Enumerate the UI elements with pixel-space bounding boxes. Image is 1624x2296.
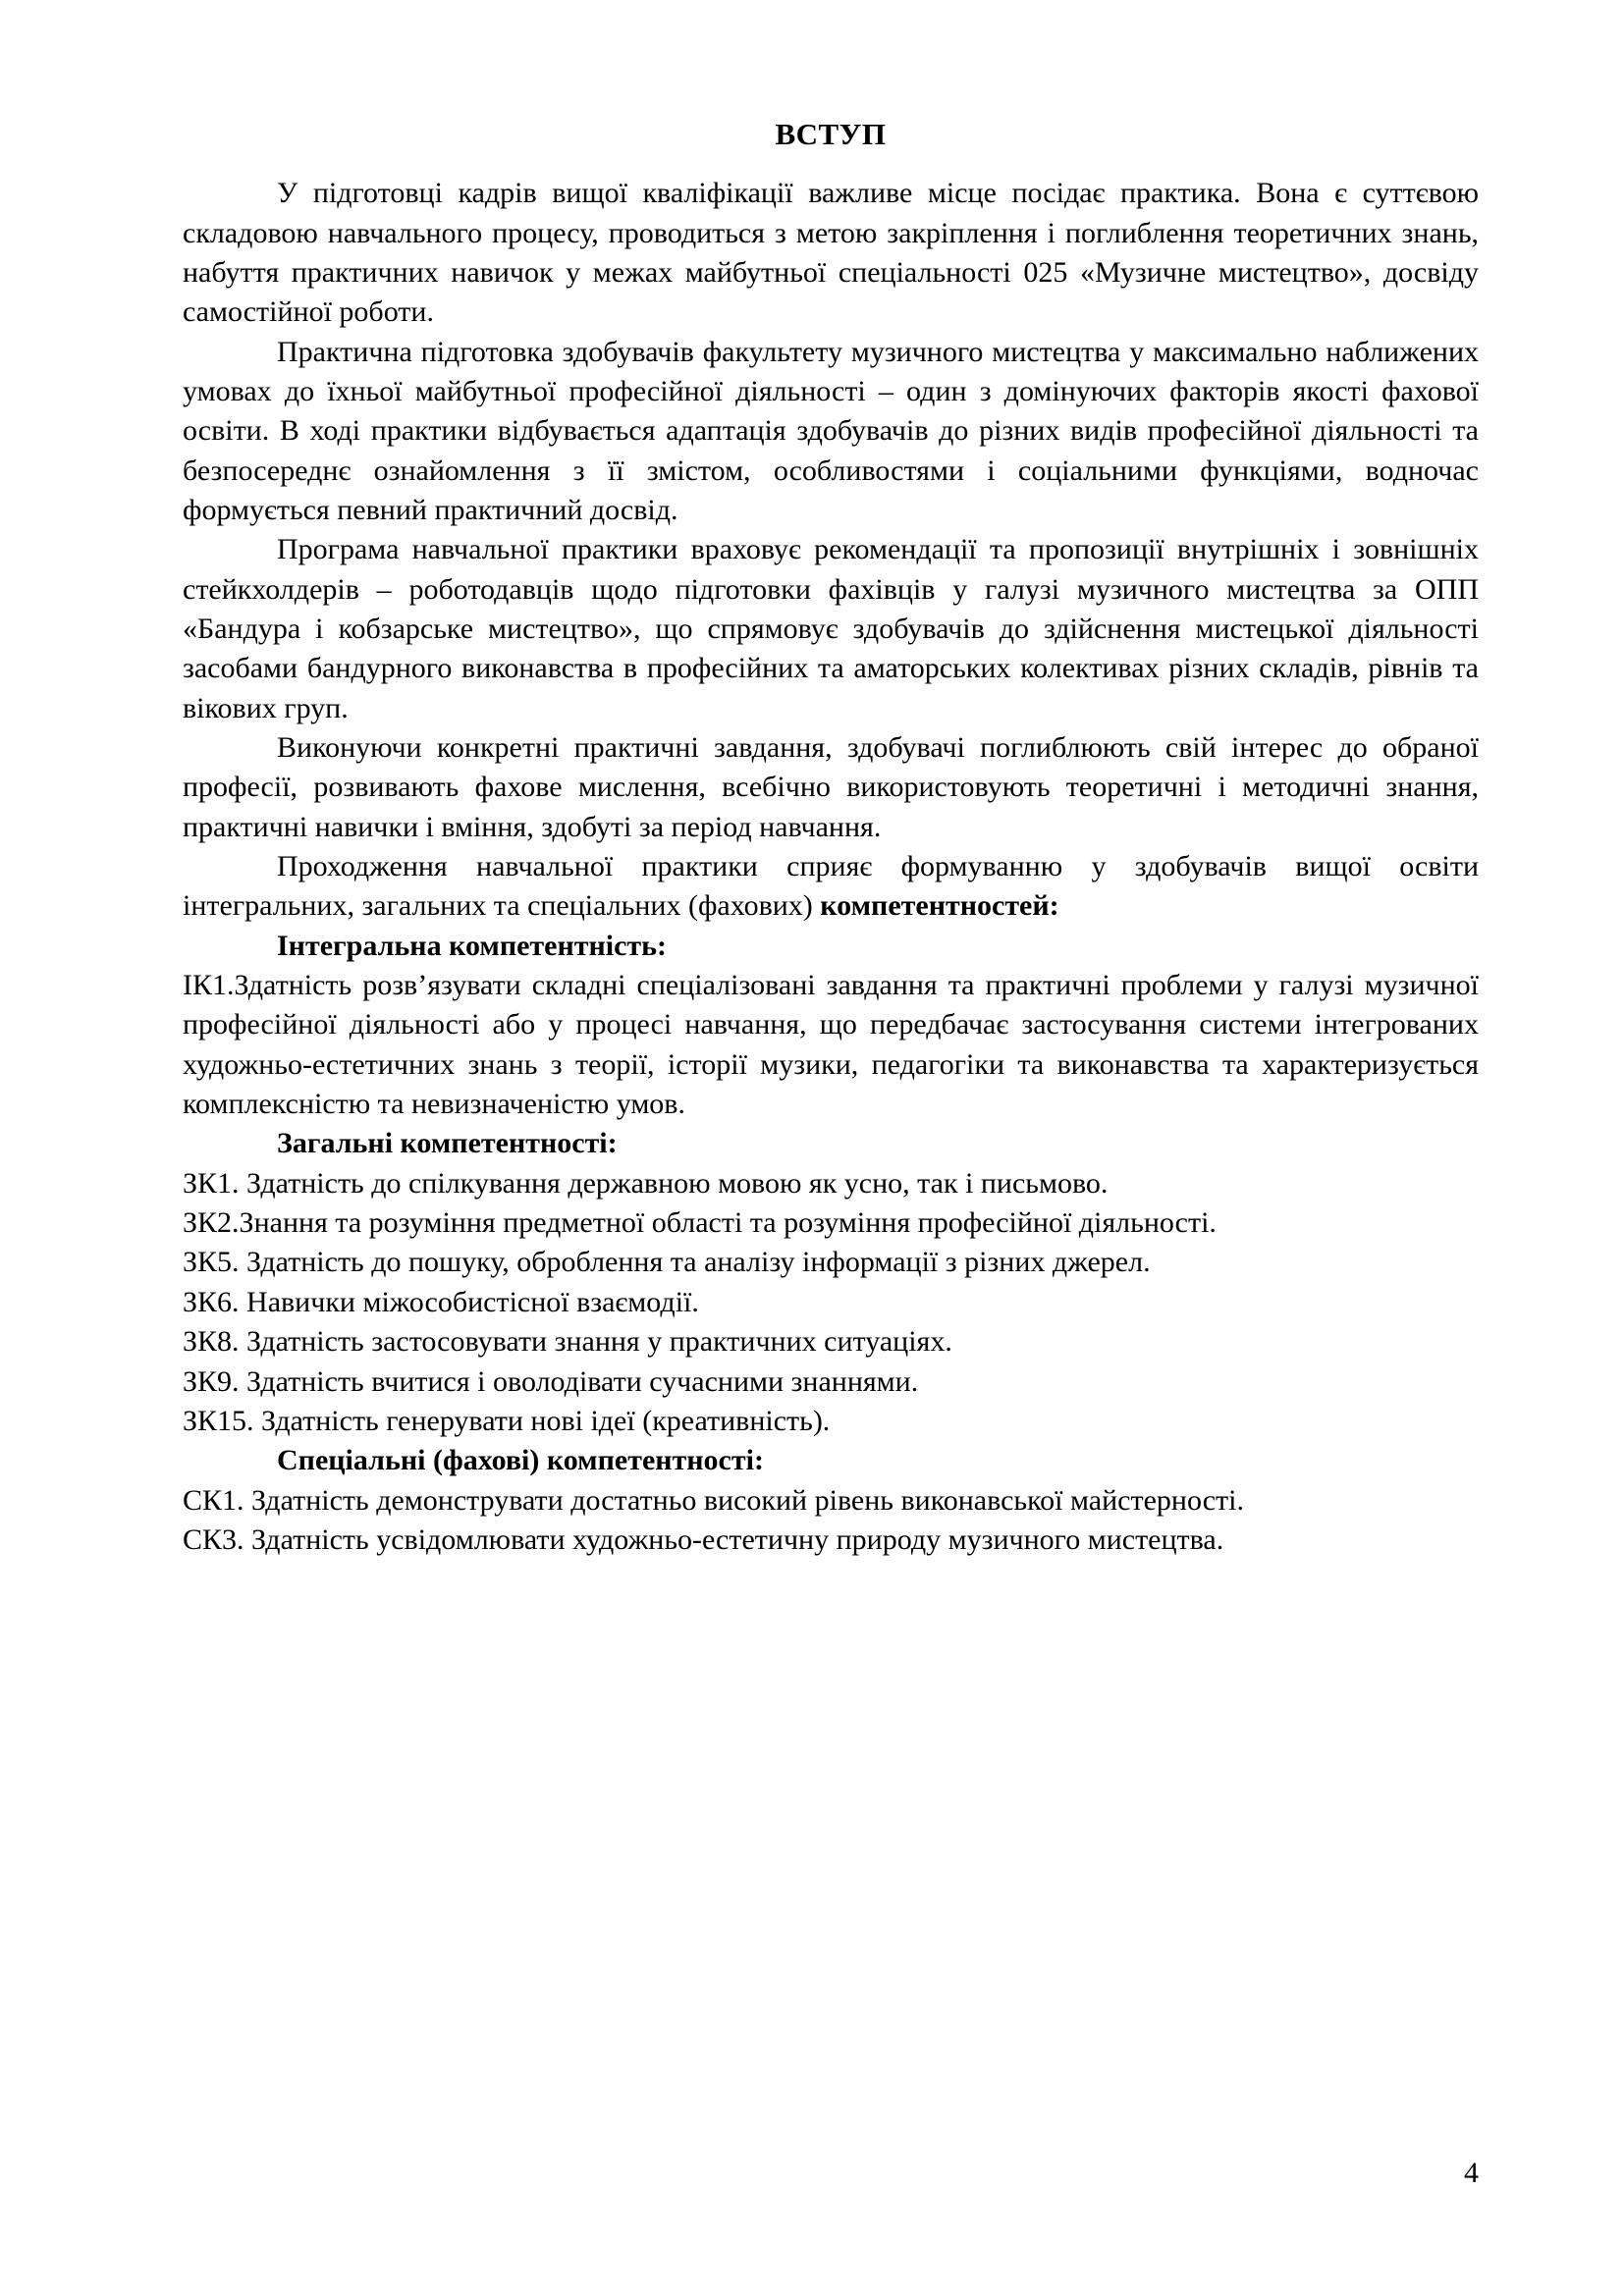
item-zk1: ЗК1. Здатність до спілкування державною мовою як усно, так і письмово.	[183, 1166, 1109, 1200]
heading-integral-competence: Інтегральна компетентність:	[277, 929, 668, 962]
item-zk8: ЗК8. Здатність застосовувати знання у практичних ситуаціях.	[183, 1325, 952, 1359]
paragraph-competence-intro	[183, 847, 1479, 927]
paragraph-program-stakeholders: Програма навчальної практики враховує рекомендації та пропозиції внутрішніх і зовнішніх стейкхолдерів – роботодавців щодо підготовки фахівців у галузі музичного мистецтва за ОПП «Бандура і кобзарське мистецтво», що спрямовує здобувачів до здійснення мистецької діяльності засобами бандурного виконавства в професійних та аматорських колективах різних складів, рівнів та вікових груп.	[183, 533, 1479, 724]
paragraph-practical-tasks: Виконуючи конкретні практичні завдання, здобувачі поглиблюють свій інтерес до обраної професії, розвивають фахове мислення, всебічно використовують теоретичні і методичні знання, практичні навички і вміння, здобуті за період навчання.	[183, 731, 1479, 843]
item-sk3: СК3. Здатність усвідомлювати художньо-естетичну природу музичного мистецтва.	[183, 1522, 1224, 1556]
competence-intro-text: Проходження навчальної практики сприяє формуванню у здобувачів вищої освіти інтегральних, загальних та спеціальних (фахових)	[183, 850, 1479, 923]
item-zk15: ЗК15. Здатність генерувати нові ідеї (креативність).	[183, 1404, 831, 1437]
item-zk2: ЗК2.Знання та розуміння предметної області та розуміння професійної діяльності.	[183, 1206, 1217, 1240]
heading-special-competences: Спеціальні (фахові) компетентності:	[277, 1444, 764, 1477]
item-sk1: СК1. Здатність демонструвати достатньо високий рівень виконавської майстерності.	[183, 1483, 1244, 1517]
item-zk6: ЗК6. Навички міжособистісної взаємодії.	[183, 1285, 699, 1318]
item-ik1: ІК1.Здатність розв’язувати складні спеціалізовані завдання та практичні проблеми у галузі музичної професійної діяльності або у процесі навчання, що передбачає застосування системи інтегрованих художньо-естетичних знань з теорії, історії музики, педагогіки та виконавства та характеризується комплексністю та невизначеністю умов.	[183, 969, 1479, 1121]
page-title: ВСТУП	[775, 117, 887, 151]
competence-intro-bold: компетентностей:	[820, 889, 1059, 923]
heading-general-competences: Загальні компетентності:	[277, 1127, 618, 1160]
item-zk5: ЗК5. Здатність до пошуку, оброблення та аналізу інформації з різних джерел.	[183, 1246, 1151, 1279]
paragraph-practical-training: Практична підготовка здобувачів факультету музичного мистецтва у максимально наближених умовах до їхньої майбутньої професійної діяльності – один з домінуючих факторів якості фахової освіти. В ході практики відбувається адаптація здобувачів до різних видів професійної діяльності та безпосереднє ознайомлення з її змістом, особливостями і соціальними функціями, водночас формується певний практичний досвід.	[183, 335, 1479, 526]
page-number: 4	[1464, 2157, 1479, 2189]
paragraph-intro-practice: У підготовці кадрів вищої кваліфікації важливе місце посідає практика. Вона є суттєвою складовою навчального процесу, проводиться з метою закріплення і поглиблення теоретичних знань, набуття практичних навичок у межах майбутньої спеціальності 025 «Музичне мистецтво», досвіду самостійної роботи.	[183, 177, 1479, 329]
item-zk9: ЗК9. Здатність вчитися і оволодівати сучасними знаннями.	[183, 1364, 919, 1398]
